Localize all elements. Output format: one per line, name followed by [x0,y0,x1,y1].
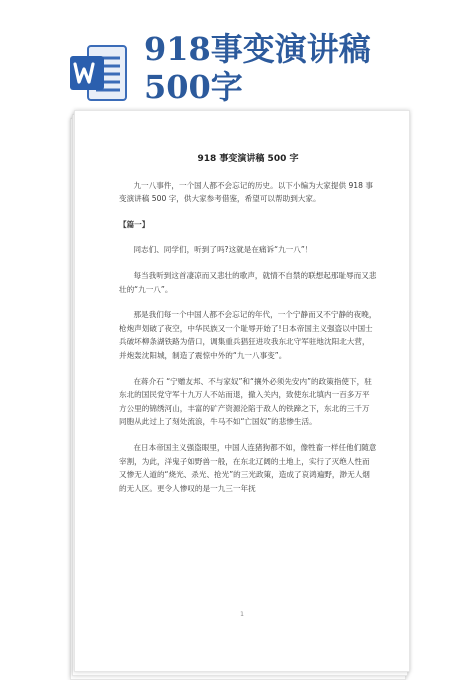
word-document-icon [68,42,130,104]
page-number: 1 [240,611,244,618]
document-title-line1: 918事变演讲稿 [144,30,371,68]
body-paragraph: 每当我听到这首凄凉而又悲壮的歌声，就情不自禁的联想起那耻辱而又悲壮的“九一八”。 [119,270,377,294]
document-page [74,110,410,672]
body-paragraph: 同志们、同学们，听到了吗?这就是在痛诉“九一八”！ [133,245,313,255]
body-paragraph: 那是我们每一个中国人都不会忘记的年代，一个宁静而又不宁静的夜晚，枪炮声划破了夜空，中华民族又一个耻辱开始了!日本帝国主义强盗以中国士兵破坏柳条湖铁路为借口，调集重兵猖狂进攻我东北守军驻地沈阳北大营，并炮轰沈阳城，制造了震惊中外的“九一八事变”。 [119,310,377,360]
document-page-stack [70,110,408,669]
section-label: 【篇一】 [119,219,150,229]
document-title [144,30,371,106]
header-banner [0,0,474,110]
body-paragraph: 在日本帝国主义强盗眼里，中国人连猪狗都不如，像牲畜一样任他们随意宰割，为此，洋鬼子如野兽一般，在东北辽阔的土地上，实行了灭绝人性而又惨无人道的“烧光、杀光、抢光”的三光政策，造成了哀鸿遍野，渺无人烟的无人区。更令人惨叹的是一九三一年抚 [119,442,377,493]
page-content [119,153,377,500]
document-title-line2: 500字 [144,68,243,106]
intro-paragraph: 九一八事件，一个国人都不会忘记的历史。以下小编为大家提供 918 事变演讲稿 500 字，供大家参考借鉴，希望可以帮助到大家。 [119,180,373,204]
body-paragraph: 在蒋介石 “宁赠友邦、不与家奴”和“攘外必须先安内”的政策指使下，驻东北的国民党守军十九万人不站而退，撤入关内，致使东北填内一百多万平方公里的锦绣河山，丰富的矿产资源沦陷于敌人的铁蹄之下，东北的三千万同胞从此过上了刻处流浪，牛马不如“亡国奴”的悲惨生活。 [119,376,372,427]
page-heading: 918 事变演讲稿 500 字 [197,154,299,164]
